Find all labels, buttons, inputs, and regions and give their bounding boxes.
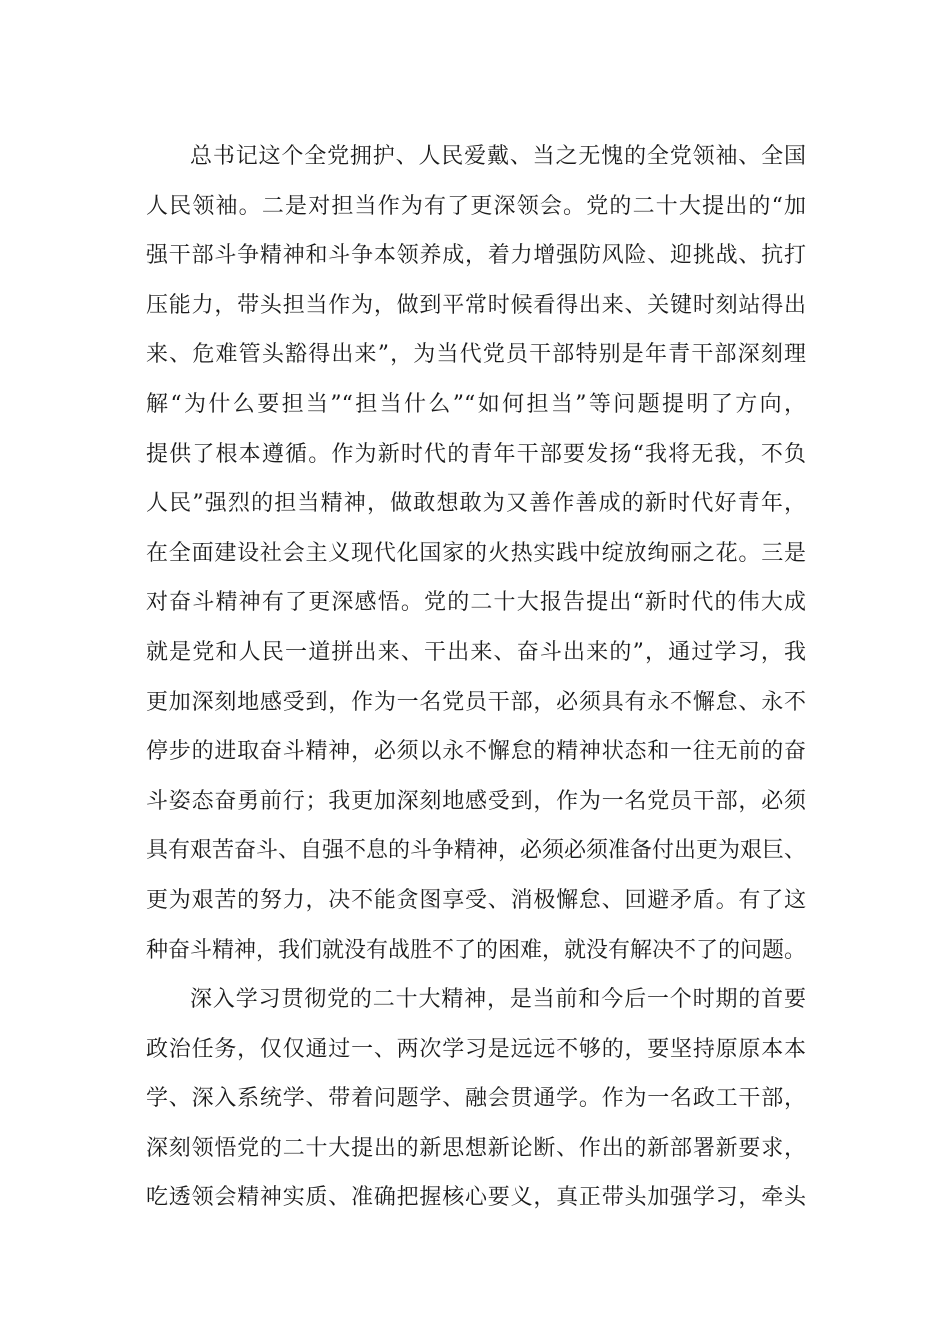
text-line: 来、危难管头豁得出来”，为当代党员干部特别是年青干部深刻理 — [146, 342, 806, 368]
text-line: 人民”强烈的担当精神，做敢想敢为又善作善成的新时代好青年， — [146, 491, 806, 517]
text-line: 提供了根本遵循。作为新时代的青年干部要发扬“我将无我，不负 — [146, 441, 806, 467]
text-line: 强干部斗争精神和斗争本领养成，着力增强防风险、迎挑战、抗打 — [146, 243, 806, 269]
text-line: 政治任务，仅仅通过一、两次学习是远远不够的，要坚持原原本本 — [146, 1036, 806, 1062]
text-line: 斗姿态奋勇前行；我更加深刻地感受到，作为一名党员干部，必须 — [146, 788, 806, 814]
text-line: 对奋斗精神有了更深感悟。党的二十大报告提出“新时代的伟大成 — [146, 590, 806, 616]
text-line: 压能力，带头担当作为，做到平常时候看得出来、关键时刻站得出 — [146, 292, 806, 318]
text-line: 学、深入系统学、带着问题学、融会贯通学。作为一名政工干部， — [146, 1086, 806, 1112]
text-line: 吃透领会精神实质、准确把握核心要义，真正带头加强学习，牵头 — [146, 1185, 806, 1211]
text-line: 总书记这个全党拥护、人民爱戴、当之无愧的全党领袖、全国 — [190, 144, 806, 169]
text-line: 深入学习贯彻党的二十大精神，是当前和今后一个时期的首要 — [190, 987, 806, 1013]
text-line: 更加深刻地感受到，作为一名党员干部，必须具有永不懈怠、永不 — [146, 689, 806, 715]
text-line: 具有艰苦奋斗、自强不息的斗争精神，必须必须准备付出更为艰巨、 — [146, 838, 807, 864]
text-line: 深刻领悟党的二十大提出的新思想新论断、作出的新部署新要求， — [146, 1135, 806, 1161]
text-line: 在全面建设社会主义现代化国家的火热实践中绽放绚丽之花。三是 — [146, 540, 806, 566]
body-text — [146, 132, 806, 1223]
text-line: 人民领袖。二是对担当作为有了更深领会。党的二十大提出的“加 — [146, 193, 806, 219]
text-line: 停步的进取奋斗精神，必须以永不懈怠的精神状态和一往无前的奋 — [146, 739, 806, 765]
text-line: 种奋斗精神，我们就没有战胜不了的困难，就没有解决不了的问题。 — [146, 937, 807, 963]
text-line: 解“为什么要担当”“担当什么”“如何担当”等问题提明了方向， — [146, 391, 806, 417]
text-line: 更为艰苦的努力，决不能贪图享受、消极懈怠、回避矛盾。有了这 — [146, 887, 806, 913]
text-line: 就是党和人民一道拼出来、干出来、奋斗出来的”，通过学习，我 — [146, 639, 806, 665]
